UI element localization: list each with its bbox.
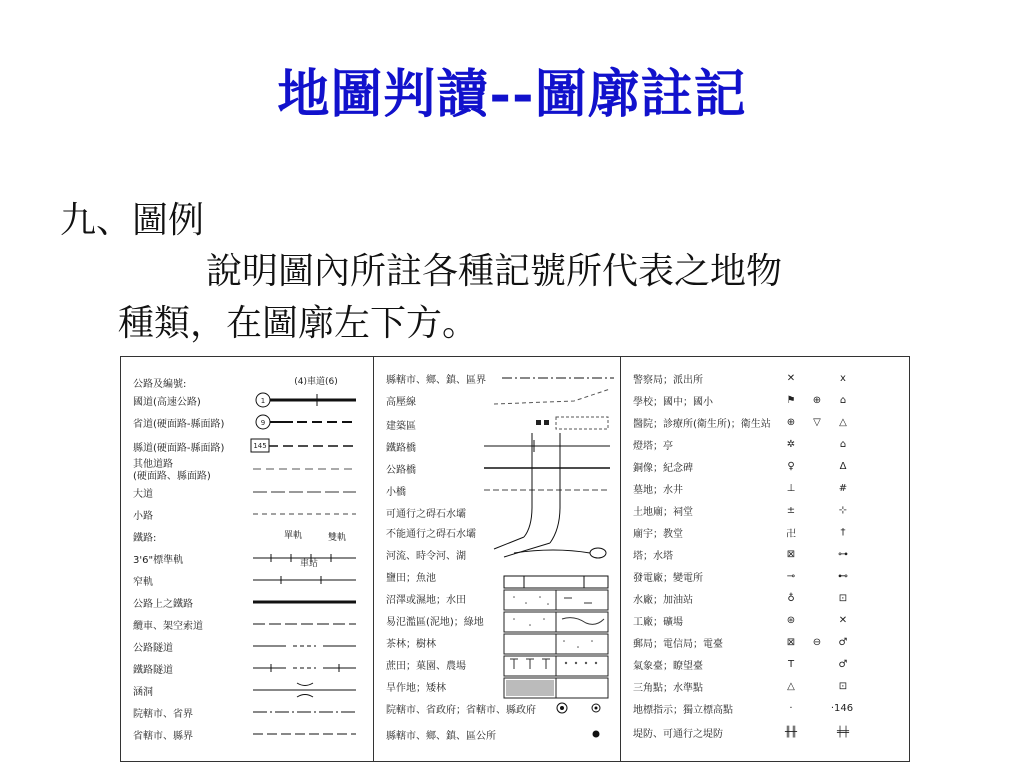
statue-icon: ♀ <box>787 460 795 472</box>
legend-label: 茶林；樹林 <box>386 638 436 650</box>
legend-label: 公路及編號: <box>133 378 187 390</box>
description <box>118 246 958 350</box>
weather-station-icon: T <box>787 658 795 670</box>
legend-label: 公路橋 <box>386 464 416 476</box>
factory-icon: ⊛ <box>786 614 796 626</box>
legend-label: 廟宇；教堂 <box>633 528 683 540</box>
pavilion-icon: ⌂ <box>839 438 847 450</box>
legend-label: 發電廠；變電所 <box>633 572 703 584</box>
legend-label: 小路 <box>133 510 153 522</box>
legend-label: 高壓線 <box>386 396 416 408</box>
legend-label: 燈塔；亭 <box>633 440 673 452</box>
legend-label: 縣道(硬面路-縣面路) <box>133 442 225 454</box>
watchtower-icon: ♂ <box>838 658 848 670</box>
legend-label: (硬面路、縣面路) <box>133 470 211 482</box>
description-line1: 說明圖內所註各種記號所代表之地物 <box>206 251 783 292</box>
health-station-icon: △ <box>839 416 847 428</box>
well-icon: # <box>838 482 848 494</box>
legend-label: 郵局；電信局；電臺 <box>633 638 723 650</box>
legend-label: 大道 <box>133 488 153 500</box>
legend-label: 三角點；水準點 <box>633 682 703 694</box>
description-line2: 種類，在圖廓左下方。 <box>118 303 479 344</box>
post-office-icon: ⊠ <box>786 636 796 648</box>
passable-levee-icon: ╪╪ <box>836 726 850 738</box>
legend-label: 河流、時令河、湖 <box>386 550 466 562</box>
triangulation-point-icon: △ <box>787 680 795 692</box>
legend-label: 纜車、架空索道 <box>133 620 203 632</box>
road-symbols <box>121 357 373 761</box>
tower-icon: ⊠ <box>786 548 796 560</box>
legend-label: 學校；國中；國小 <box>633 396 713 408</box>
legend-label: 易氾濫區(泥地)；綠地 <box>386 616 484 628</box>
route-number: 145 <box>253 442 267 450</box>
legend-label: 醫院；診療所(衛生所)；衛生站 <box>633 418 771 430</box>
legend-label: 公路隧道 <box>133 642 173 654</box>
legend-column-points <box>621 357 909 761</box>
waterworks-icon: ♁ <box>787 592 795 604</box>
legend-label: 縣轄市、鄉、鎮、區界 <box>386 374 486 386</box>
map-legend <box>120 356 910 762</box>
legend-label: 工廠；礦場 <box>633 616 683 628</box>
legend-label: 建築區 <box>386 420 416 432</box>
water-tower-icon: ⊶ <box>838 548 848 560</box>
power-plant-icon: ⊸ <box>786 570 796 582</box>
legend-label: 鐵路橋 <box>386 442 416 454</box>
legend-column-roads <box>121 357 374 761</box>
legend-label: 其他道路 <box>133 458 173 470</box>
legend-label: 水廠；加油站 <box>633 594 693 606</box>
section-heading: 九、圖例 <box>60 200 205 241</box>
legend-label: 窄軌 <box>133 576 153 588</box>
legend-label: 不能通行之碍石水壩 <box>386 528 476 540</box>
legend-label: 涵洞 <box>133 686 153 698</box>
legend-label: 塔；水塔 <box>633 550 673 562</box>
legend-label: 墓地；水井 <box>633 484 683 496</box>
temple-icon: 卍 <box>786 528 796 540</box>
route-number: 1 <box>260 397 266 405</box>
primary-school-icon: ⌂ <box>839 394 847 406</box>
monument-icon: Δ <box>839 460 847 472</box>
legend-label: 地標指示；獨立標高點 <box>633 704 733 716</box>
lane-sample-label: (4)車道(6) <box>294 376 338 387</box>
double-track-label: 雙軌 <box>327 532 346 543</box>
route-number: 9 <box>260 419 266 427</box>
legend-label: 院轄市、省界 <box>133 708 193 720</box>
legend-label: 3'6"標準軌 <box>133 554 184 566</box>
mine-icon: ✕ <box>838 614 848 626</box>
middle-school-icon: ⊕ <box>812 394 822 406</box>
slide-title: 地圖判讀--圖廓註記 <box>277 64 747 125</box>
single-track-label: 單軌 <box>283 530 302 541</box>
legend-label: 警察局；派出所 <box>633 374 703 386</box>
legend-label: 蔗田；菓園、農場 <box>386 660 466 672</box>
cemetery-icon: ⊥ <box>786 482 796 494</box>
church-icon: † <box>840 526 846 538</box>
legend-label: 公路上之鐵路 <box>133 598 193 610</box>
legend-label: 沼澤或濕地；水田 <box>386 594 466 606</box>
legend-label: 小橋 <box>386 486 406 498</box>
ancestral-hall-icon: ⊹ <box>838 504 848 516</box>
legend-label: 省轄市、縣界 <box>133 730 193 742</box>
levee-icon: ╫╫ <box>784 726 798 738</box>
landmark-icon: · <box>789 702 793 714</box>
benchmark-icon: ⊡ <box>838 680 848 692</box>
legend-label: 院轄市、省政府；省轄市、縣政府 <box>386 704 536 716</box>
legend-label: 旱作地；矮林 <box>386 682 446 694</box>
legend-label: 國道(高速公路) <box>133 396 201 408</box>
hospital-icon: ⊕ <box>786 416 796 428</box>
landcover-symbols <box>374 357 620 761</box>
lighthouse-icon: ✲ <box>786 438 796 450</box>
substation-icon: ⊷ <box>838 570 848 582</box>
clinic-icon: ▽ <box>813 416 821 428</box>
gas-station-icon: ⊡ <box>838 592 848 604</box>
radio-station-icon: ♂ <box>838 636 848 648</box>
shrine-icon: ± <box>786 504 796 516</box>
legend-label: 銅像；紀念碑 <box>633 462 693 474</box>
legend-label: 堤防、可通行之堤防 <box>633 728 723 740</box>
legend-label: 土地廟；祠堂 <box>633 506 693 518</box>
legend-label: 可通行之碍石水壩 <box>386 508 466 520</box>
station-label: 車站 <box>299 558 318 569</box>
telecom-icon: ⊖ <box>812 636 822 648</box>
legend-label: 氣象臺；瞭望臺 <box>633 660 703 672</box>
legend-label: 縣轄市、鄉、鎮、區公所 <box>386 730 496 742</box>
legend-label: 鐵路: <box>133 532 157 544</box>
school-icon: ⚑ <box>786 394 796 406</box>
legend-label: 省道(硬面路-縣面路) <box>133 418 225 430</box>
police-icon: ✕ <box>786 372 796 384</box>
legend-label: 鐵路隧道 <box>133 664 173 676</box>
spot-height-icon: ·146 <box>830 702 854 714</box>
police-station-icon: x <box>840 372 846 384</box>
legend-label: 鹽田；魚池 <box>386 572 436 584</box>
legend-column-landcover <box>374 357 621 761</box>
